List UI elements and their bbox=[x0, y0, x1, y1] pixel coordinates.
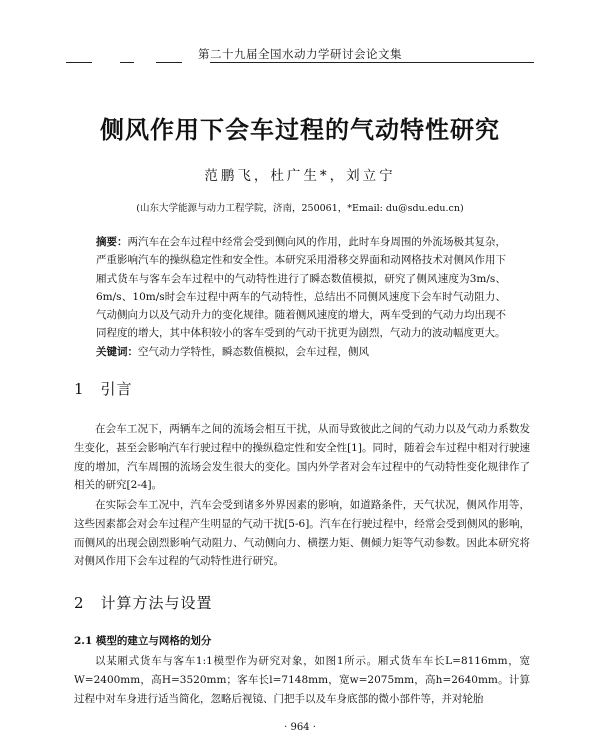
paper-affiliation: (山东大学能源与动力工程学院，济南，250061，*Email: du@sdu.edu.cn) bbox=[136, 203, 464, 214]
header-rule-segment bbox=[66, 62, 92, 63]
running-header: 第二十九届全国水动力学研讨会论文集 bbox=[198, 47, 402, 61]
abstract-text: 两汽车在会车过程中经常会受到侧向风的作用，此时车身周围的外流场极其复杂，严重影响汽车的操纵稳定性和安全性。本研究采用滑移交界面和动网格技术对侧风作用下厢式货车与客车会车过程中的气动特性进行了瞬态数值模拟，研究了侧风速度为3m/s、6m/s、10m/s时会车过程中两车的气动特性，总结出不同侧风速度下会车时气动阻力、气动侧向力以及气动升力的变化规律。随着侧风速度的增大，两车受到的气动力均出现不同程度的增大，其中体积较小的客车受到的气动干扰更为剧烈，气动力的波动幅度更大。 bbox=[96, 236, 507, 340]
section-1-paragraph-1: 在会车工况下，两辆车之间的流场会相互干扰，从而导致彼此之间的气动力以及气动力系数发生变化，甚至会影响汽车行驶过程中的操纵稳定性和安全性[1]。同时，随着会车过程中相对行驶速度的增加，汽车周围的流场会发生很大的变化。国内外学者对会车过程中的气动特性变化规律作了相关的研究[2-4]。 bbox=[74, 423, 530, 492]
section-1-paragraph-2: 在实际会车工况中，汽车会受到诸多外界因素的影响，如道路条件，天气状况，侧风作用等，这些因素都会对会车过程产生明显的气动干扰[5-6]。汽车在行驶过程中，经常会受到侧风的影响，而侧风的出现会剧烈影响气动阻力、气动侧向力、横摆力矩、侧倾力矩等气动参数。因此本研究将对侧风作用下会车过程的气动特性进行研究。 bbox=[74, 499, 530, 568]
header-rule-segment bbox=[156, 62, 182, 63]
keywords-text: 空气动力学特性，瞬态数值模拟，会车过程，侧风 bbox=[138, 346, 369, 358]
page-number: · 964 · bbox=[284, 722, 316, 733]
section-1-title: 引言 bbox=[100, 380, 133, 398]
keywords bbox=[96, 343, 506, 361]
paper-title: 侧风作用下会车过程的气动特性研究 bbox=[100, 116, 500, 144]
section-1-number: 1 bbox=[74, 380, 85, 398]
keywords-label: 关键词： bbox=[96, 346, 138, 358]
section-1-heading bbox=[74, 378, 133, 399]
subsection-2-1-heading: 2.1 模型的建立与网格的划分 bbox=[74, 635, 212, 647]
header-rule-segment bbox=[120, 62, 134, 63]
section-2-paragraph-1: 以某厢式货车与客车1:1模型作为研究对象，如图1所示。厢式货车车长L=8116mm，宽W=2400mm，高H=3520mm；客车长l=7148mm，宽w=2075mm，高h=2640mm。计算过程中对车身进行适当简化，忽略后视镜、门把手以及车身底部的微小部件等，并对轮胎 bbox=[74, 655, 530, 705]
abstract-label: 摘要： bbox=[96, 236, 128, 248]
section-2-title: 计算方法与设置 bbox=[100, 594, 213, 612]
abstract bbox=[96, 233, 506, 343]
section-2-heading bbox=[74, 592, 213, 613]
header-rule-main bbox=[210, 62, 534, 63]
paper-authors: 范鹏飞，杜广生*，刘立宁 bbox=[204, 168, 396, 184]
section-2-number: 2 bbox=[74, 594, 85, 612]
